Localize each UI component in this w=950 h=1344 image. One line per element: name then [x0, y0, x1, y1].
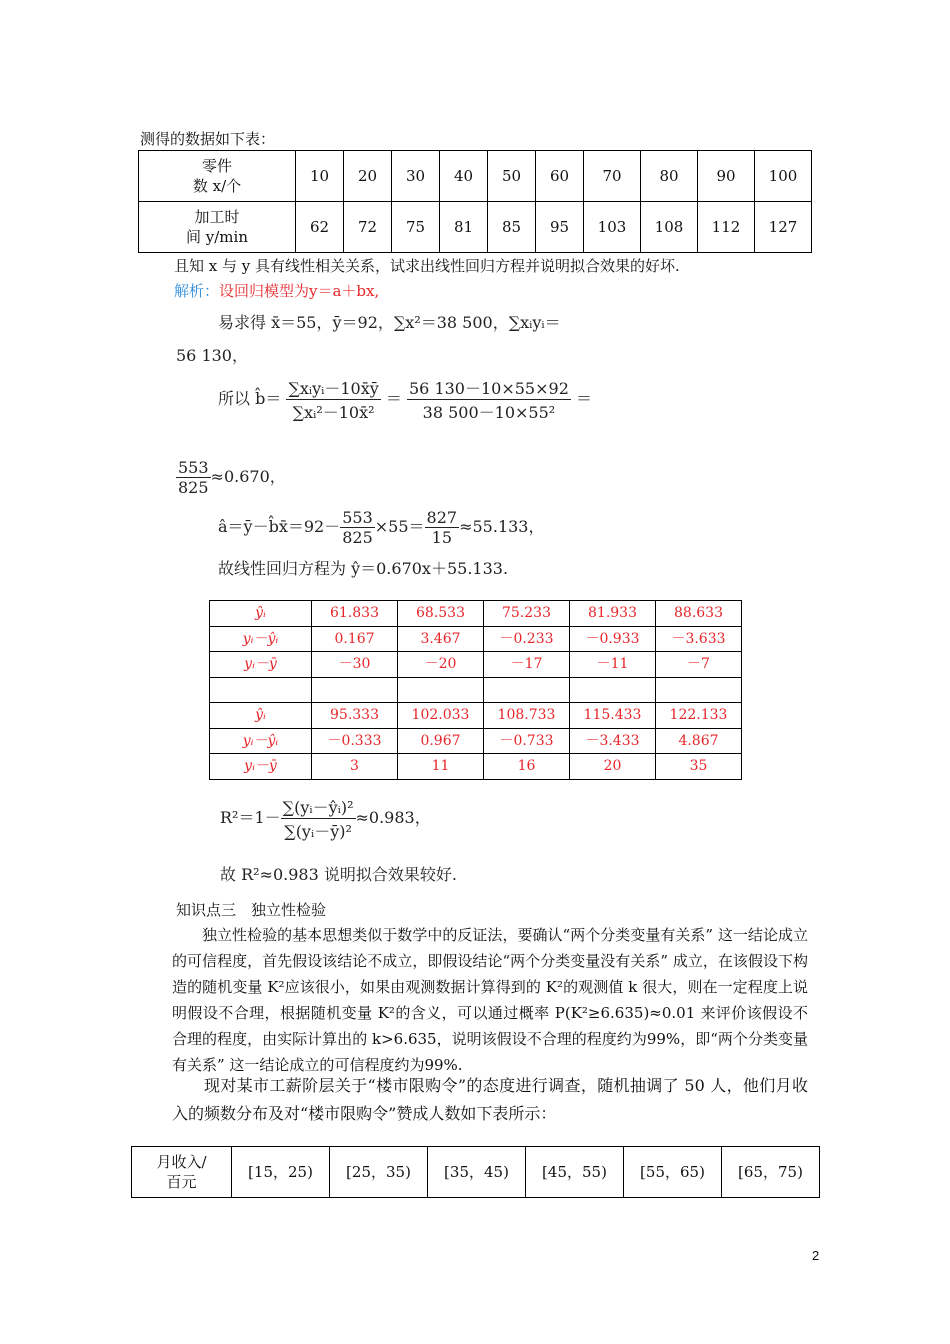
solution-model: 设回归模型为y＝a＋bx, [219, 282, 380, 300]
table-cell: －0.333 [312, 728, 398, 754]
table-cell: 0.967 [398, 728, 484, 754]
table-row [210, 626, 742, 652]
table-cell: 50 [488, 151, 536, 202]
table-cell: －0.733 [484, 728, 570, 754]
page-number: 2 [812, 1248, 820, 1263]
table-row [210, 703, 742, 729]
row-label: 零件 数 x/个 [139, 151, 296, 202]
table-cell: 3 [312, 754, 398, 780]
table-cell: 108.733 [484, 703, 570, 729]
row-label: yᵢ－ŷᵢ [210, 728, 312, 754]
fraction: $\frac{553}{825}$ [342, 508, 373, 547]
table-cell: －0.933 [570, 626, 656, 652]
b-result: $\frac{553}{825}$ ≈0.670， [178, 458, 286, 497]
fraction: $\frac{\text{∑(yᵢ－ŷᵢ)²}}{\text{∑(yᵢ－ȳ)²}}$ [281, 795, 356, 842]
b-formula: 所以 b̂＝ $\frac{\text{∑xᵢyᵢ－10x̄ȳ}}{\text{∑xᵢ²－10x̄²}}$ ＝ $\frac{56 130-10\times 55\times 92}{\text{38 500－10×55²}}$ ＝ [218, 376, 592, 423]
table-cell: [35，45) [428, 1147, 526, 1198]
table-cell: 81.933 [570, 601, 656, 627]
math-line-1-cont: 56 130， [176, 346, 248, 365]
row-label: yᵢ－ŷᵢ [210, 626, 312, 652]
table-cell: 81 [440, 202, 488, 253]
table-cell: [65，75) [722, 1147, 820, 1198]
table-cell: 40 [440, 151, 488, 202]
table-cell: 70 [584, 151, 641, 202]
section-body: 独立性检验的基本思想类似于数学中的反证法，要确认“两个分类变量有关系” 这一结论成立的可信程度，首先假设该结论不成立，即假设结论“两个分类变量没有关系” 成立，在该假设下构造的随机变量 K²应该很小，如果由观测数据计算得到的 K²的观测值 k 很大，则在一定程度上说明假设不合理，根据随机变量 K²的含义，可以通过概率 P(K²≥6.635)≈0.01 来评价该假设不合理的程度，由实际计算出的 k>6.635，说明该假设不合理的程度约为99%，即“两个分类变量有关系” 这一结论成立的可信程度约为99%. [172, 926, 808, 1074]
table-cell: －0.233 [484, 626, 570, 652]
table-row [210, 601, 742, 627]
table-cell: [25，35) [330, 1147, 428, 1198]
table-cell: 20 [570, 754, 656, 780]
table-cell: 4.867 [656, 728, 742, 754]
section-title: 知识点三 独立性检验 [176, 901, 327, 919]
table-cell: －30 [312, 652, 398, 678]
table-cell: 75.233 [484, 601, 570, 627]
example-text: 现对某市工薪阶层关于“楼市限购令”的态度进行调查，随机抽调了 50 人，他们月收入的频数分布及对“楼市限购令”赞成人数如下表所示： [172, 1076, 808, 1123]
table-row-empty [210, 677, 742, 703]
table-cell: 60 [536, 151, 584, 202]
table-cell: －3.633 [656, 626, 742, 652]
table-cell: －7 [656, 652, 742, 678]
table-cell: 75 [392, 202, 440, 253]
table-cell: 112 [698, 202, 755, 253]
intro-text: 测得的数据如下表： [140, 130, 276, 148]
math-line-1: 易求得 x̄＝55，ȳ＝92，∑x²＝38 500，∑xᵢyᵢ＝ [218, 313, 561, 332]
solution-label: 解析： [174, 282, 220, 300]
table-cell: 30 [392, 151, 440, 202]
row-label: ŷᵢ [210, 601, 312, 627]
row-label: ŷᵢ [210, 703, 312, 729]
table-row [139, 202, 812, 253]
table-row [210, 754, 742, 780]
data-table [138, 150, 812, 253]
a-formula: â＝ȳ－b̂x̄＝92－ $\frac{553}{825}$ ×55＝ $\frac{827}{15}$ ≈55.133， [218, 508, 545, 547]
table-cell: 95.333 [312, 703, 398, 729]
table-row [139, 151, 812, 202]
r2-conclusion: 故 R²≈0.983 说明拟合效果较好. [220, 865, 457, 884]
table-cell: 11 [398, 754, 484, 780]
fraction: $\frac{827}{15}$ [426, 508, 458, 547]
table-cell: －17 [484, 652, 570, 678]
table-cell: 80 [641, 151, 698, 202]
r2-formula: R²＝1－ $\frac{\text{∑(yᵢ－ŷᵢ)²}}{\text{∑(yᵢ－ȳ)²}}$ ≈0.983， [220, 795, 431, 842]
table-cell: 122.133 [656, 703, 742, 729]
table-cell: 103 [584, 202, 641, 253]
table-cell: 20 [344, 151, 392, 202]
solution-line [174, 280, 379, 301]
table-cell: 100 [755, 151, 812, 202]
table-row [132, 1147, 820, 1198]
fraction: $\frac{553}{825}$ [178, 458, 209, 497]
table-cell: －3.433 [570, 728, 656, 754]
income-table [131, 1146, 820, 1198]
table-cell: 115.433 [570, 703, 656, 729]
table-cell: [55，65) [624, 1147, 722, 1198]
problem-text: 且知 x 与 y 具有线性相关关系，试求出线性回归方程并说明拟合效果的好坏. [174, 257, 680, 275]
table-cell: 3.467 [398, 626, 484, 652]
table-cell: 35 [656, 754, 742, 780]
row-label: yᵢ－ȳ [210, 754, 312, 780]
fraction: $\frac{\text{∑xᵢyᵢ－10x̄ȳ}}{\text{∑xᵢ²－10x̄²}}$ [286, 376, 380, 423]
residual-table [209, 600, 742, 780]
table-cell: [15，25) [232, 1147, 330, 1198]
table-cell: 62 [296, 202, 344, 253]
fraction: $\frac{56 130-10\times 55\times 92}{\text{38 500－10×55²}}$ [407, 376, 571, 423]
table-cell: －20 [398, 652, 484, 678]
regression-equation: 故线性回归方程为 ŷ＝0.670x＋55.133. [218, 559, 509, 578]
table-cell: 0.167 [312, 626, 398, 652]
table-cell: 68.533 [398, 601, 484, 627]
table-cell: 85 [488, 202, 536, 253]
table-cell: －11 [570, 652, 656, 678]
table-cell: 88.633 [656, 601, 742, 627]
row-label: yᵢ－ȳ [210, 652, 312, 678]
table-cell: 16 [484, 754, 570, 780]
table-row [210, 728, 742, 754]
table-cell: 108 [641, 202, 698, 253]
table-cell: 90 [698, 151, 755, 202]
table-cell: 61.833 [312, 601, 398, 627]
table-cell: [45，55) [526, 1147, 624, 1198]
row-label: 加工时 间 y/min [139, 202, 296, 253]
table-cell: 102.033 [398, 703, 484, 729]
row-label: 月收入/ 百元 [132, 1147, 232, 1198]
table-cell: 72 [344, 202, 392, 253]
table-cell: 95 [536, 202, 584, 253]
table-row [210, 652, 742, 678]
table-cell: 10 [296, 151, 344, 202]
table-cell: 127 [755, 202, 812, 253]
